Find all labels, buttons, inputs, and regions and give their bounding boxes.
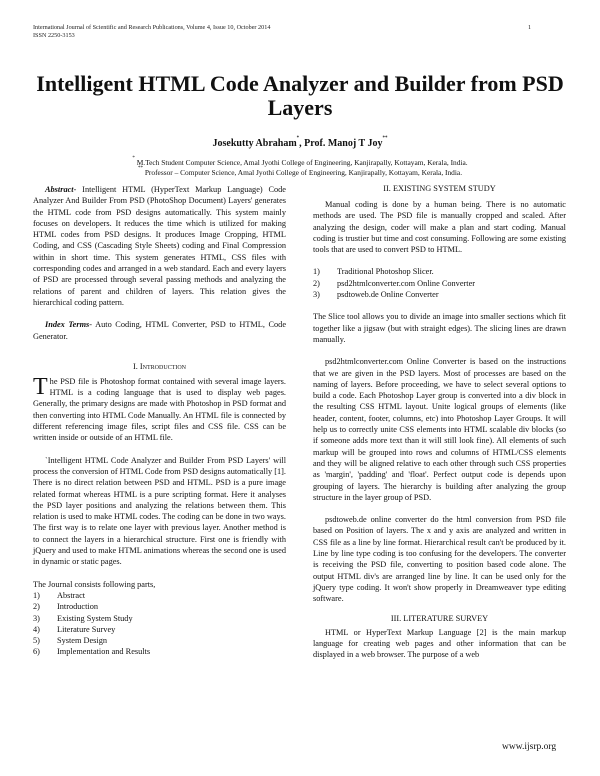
affiliation-mark: * [132, 156, 135, 161]
list-item [313, 266, 566, 277]
parts-list [33, 590, 286, 658]
list-item [33, 601, 286, 612]
list-item [33, 613, 286, 624]
affiliation-text: M.Tech Student Computer Science, Amal Jyothi College of Engineering, Kanjirapally, Kottayam, Kerala, India. [136, 158, 468, 167]
list-item [313, 278, 566, 289]
abstract [33, 184, 286, 308]
list-item [313, 289, 566, 300]
list-number: 4) [33, 624, 40, 634]
section-2-heading: II. EXISTING SYSTEM STUDY [383, 184, 496, 193]
page-number: 1 [528, 24, 532, 31]
list-item [33, 590, 286, 601]
drop-cap: T [33, 373, 48, 400]
index-terms-label: Index Terms [45, 320, 90, 330]
issn: ISSN 2250-3153 [33, 32, 75, 39]
abstract-text: Intelligent HTML (HyperText Markup Language) Code Analyzer And Builder From PSD (PhotoShop Document) Layers' generates the HTML code from PSD designs automatically. This system mainly focuses on developers. It reduces the time which is utilized for making HTML codes from PSD designs. It produces Image Cropping, HTML Coding, and CSS (Cascading Style Sheets) coding and Final Compression within in short time. This system generates HTML, CSS files with corresponding codes and arranged in a web standard. Each and every layers of PSD are processed through several passing methods and analyzing the relations of parent and children of layers. This relation gives the hierarchical coding pattern. [33, 185, 286, 307]
intro-paragraph-1-text: he PSD file is Photoshop format contained with several image layers. HTML is a coding language that is used to display web pages. Generally, the primary designs are made with Photoshop in PSD format and then converting into HTML Code Manually. An HTML file is connected by different referencing image files, script files and CSS file. CSS can be written inside or outside of an HTML file. [33, 376, 286, 443]
literature-paragraph-1: HTML or HyperText Markup Language [2] is the main markup language for creating web pages and other information that can be displayed in a web browser. The purpose of a web [313, 627, 566, 660]
existing-paragraph-1: Manual coding is done by a human being. There is no automatic methods are used. The PSD file is manually cropped and scaled. After analyzing the design, coder will make a plan and start coding. Manual coding is trustier but time and cost consuming. Following are some existing tools that are used to convert PSD to HTML. [313, 200, 566, 255]
list-number: 6) [33, 647, 40, 657]
list-number: 5) [33, 636, 40, 646]
list-label: psd2htmlconverter.com Online Converter [337, 278, 476, 288]
right-column [313, 183, 566, 660]
section-3-heading: III. LITERATURE SURVEY [390, 613, 489, 623]
author-1-mark: * [296, 136, 300, 141]
tools-list [313, 266, 566, 300]
list-number: 3) [33, 613, 40, 623]
affiliation-text: Professor – Computer Science, Amal Jyothi College of Engineering, Kanjirapally, Kottayam, Kerala, India. [144, 168, 463, 177]
authors [0, 138, 600, 149]
existing-paragraph-4: psdtoweb.de online converter do the html conversion from PSD file based on Position of layers. The x and y axis are analyzed and written in CSS file as a line by line format. Hierarchical result can't be produced by it. Line by line type coding is too confusing for the developers. The converter is receiving the PSD file, converting to position based code alone. The output HTML div's are arranged line by line. It can be used only for the jQuery type coding. It won't show properly in Dreamweaver type editing software. [313, 515, 566, 604]
list-number: 3) [313, 290, 320, 300]
list-item [33, 635, 286, 646]
list-label: psdtoweb.de Online Converter [337, 290, 439, 300]
intro-paragraph-1 [33, 373, 286, 444]
list-label: Introduction [57, 602, 99, 612]
list-label: Existing System Study [57, 613, 133, 623]
author-1: Josekutty Abraham [212, 138, 297, 149]
author-separator: , [299, 138, 305, 149]
list-label: Abstract [57, 590, 86, 600]
existing-paragraph-3: psd2htmlconverter.com Online Converter is based on the instructions that we are given in the PSD layers. Most of processes are based on the naming of layers. Before proceeding, we have to select several options to build a code. Each Photoshop Layer group is converted into a div block in the resulting CSS HTML layout. Unite logical groups of elements (like header, content, footer, columns, etc) into Photoshop Layer Groups. It will help us to correctly unite CSS elements into HTML scalable div blocks (so if someone adds more text than it will still look fine). All elements of such markup will be grouped into rows and columns of HTML/CSS elements and they will be aligned relative to each other through such CSS properties as 'margin', 'padding' and 'float'. Perfect output code is depends upon grouping of layers. The hierarchy is building after analyzing the group structure in the layer group of PSD. [313, 357, 566, 502]
left-column [33, 184, 286, 658]
existing-paragraph-2: The Slice tool allows you to divide an image into smaller sections which fit together like a jigsaw (but with straight edges). The slicing lines are drawn manually. [313, 312, 566, 344]
list-number: 2) [33, 602, 40, 612]
footer-url[interactable]: www.ijsrp.org [502, 742, 557, 752]
index-terms-text: - Auto Coding, HTML Converter, PSD to HTML, Code Generator. [33, 320, 286, 341]
intro-paragraph-2: `Intelligent HTML Code Analyzer and Builder From PSD Layers' will process the conversion of HTML Code from PSD designs automatically [1]. There is no direct relation between PSD and HTML. PSD is a pure image related format whereas HTML is a pure scripting format. Here it analyses the PSD layer positions and analyzing the relations between them. This relation is used to make HTML codes. The coding can be done in two ways. The first way is to relate one layer with previous layer. Another method is to connect the layers in a hierarchical structure. First one is friendly with jQuery and used to make HTML animations whereas the second one is used in dynamic or static pages. [33, 455, 286, 567]
affiliation-mark: ** [137, 166, 143, 171]
list-label: Implementation and Results [57, 647, 151, 657]
author-2-mark: ** [382, 136, 388, 141]
parts-intro: The Journal consists following parts, [33, 579, 156, 589]
paper-title: Intelligent HTML Code Analyzer and Builder from PSD Layers [36, 71, 564, 120]
list-item [33, 646, 286, 657]
affiliation-1 [0, 158, 600, 168]
list-label: Literature Survey [57, 624, 116, 634]
affiliation-2 [0, 168, 600, 178]
list-number: 1) [313, 267, 320, 277]
journal-citation: International Journal of Scientific and Research Publications, Volume 4, Issue 10, October 2014 [33, 24, 271, 31]
affiliations [0, 158, 600, 178]
author-2: Prof. Manoj T Joy [304, 138, 383, 149]
list-label: System Design [57, 636, 108, 646]
list-number: 2) [313, 278, 320, 288]
index-terms [33, 319, 286, 342]
list-label: Traditional Photoshop Slicer. [337, 267, 434, 277]
running-header [33, 24, 270, 40]
abstract-label: Abstract- [45, 185, 77, 194]
list-number: 1) [33, 590, 40, 600]
list-item [33, 624, 286, 635]
section-1-heading: I. Introduction [132, 361, 186, 371]
